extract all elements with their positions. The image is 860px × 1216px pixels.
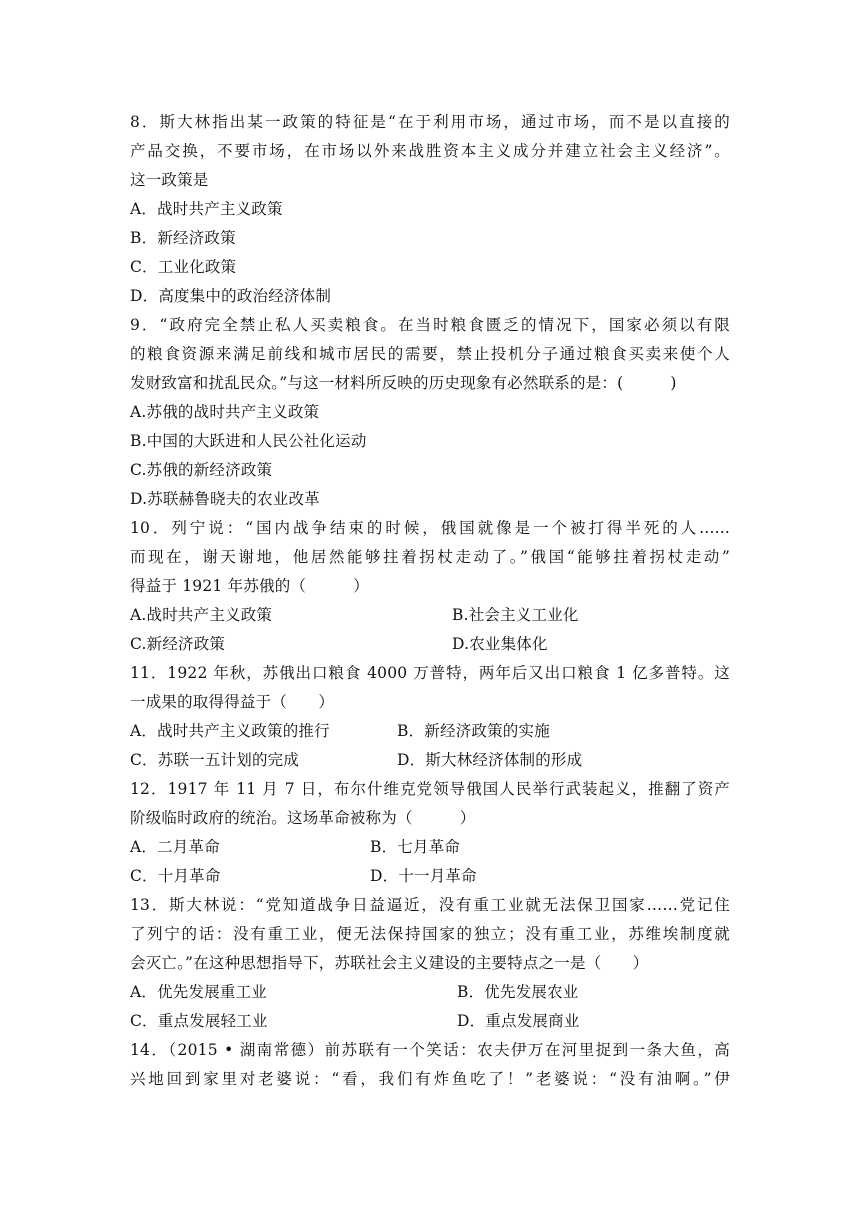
option-a: A．战时共产主义政策的推行 xyxy=(130,722,330,740)
option-row xyxy=(130,833,730,862)
question-stem-line: 发财致富和扰乱民众。”与这一材料所反映的历史现象有必然联系的是：( ) xyxy=(130,374,677,392)
option-b: B．新经济政策的实施 xyxy=(397,722,550,740)
question-stem-line: 得益于 1921 年苏俄的（ ） xyxy=(130,577,369,595)
option-row xyxy=(130,1007,730,1036)
option-row xyxy=(130,717,730,746)
option-d: D．斯大林经济体制的形成 xyxy=(397,751,583,769)
option-row xyxy=(130,601,730,630)
option-b: B．七月革命 xyxy=(370,838,461,856)
question-stem-line: 兴地回到家里对老婆说：“看，我们有炸鱼吃了！”老婆说：“没有油啊。”伊 xyxy=(130,1070,730,1088)
option-d: D．重点发展商业 xyxy=(457,1012,580,1030)
option-c: C．十月革命 xyxy=(130,867,221,885)
option-a: A.战时共产主义政策 xyxy=(130,606,273,624)
option-d: D.苏联赫鲁晓夫的农业改革 xyxy=(130,490,320,508)
option-a: A．战时共产主义政策 xyxy=(130,200,283,218)
option-b: B.中国的大跃进和人民公社化运动 xyxy=(130,432,367,450)
question-9 xyxy=(130,311,730,514)
question-stem-line: 11．1922 年秋，苏俄出口粮食 4000 万普特，两年后又出口粮食 1 亿多普特。这 xyxy=(130,664,730,682)
option-c: C．工业化政策 xyxy=(130,258,237,276)
option-a: A．二月革命 xyxy=(130,838,220,856)
option-a: A．优先发展重工业 xyxy=(130,983,267,1001)
option-row xyxy=(130,978,730,1007)
question-stem-line: 13．斯大林说：“党知道战争日益逼近，没有重工业就无法保卫国家……党记住 xyxy=(130,896,730,914)
option-c: C.苏俄的新经济政策 xyxy=(130,461,273,479)
option-row xyxy=(130,630,730,659)
option-c: C.新经济政策 xyxy=(130,635,226,653)
option-c: C．重点发展轻工业 xyxy=(130,1012,268,1030)
question-stem-line: 10．列宁说：“国内战争结束的时候，俄国就像是一个被打得半死的人...... xyxy=(130,519,730,537)
question-stem-line: 一成果的取得得益于（ ） xyxy=(130,693,335,711)
option-b: B.社会主义工业化 xyxy=(452,606,579,624)
question-14 xyxy=(130,1036,730,1094)
option-a: A.苏俄的战时共产主义政策 xyxy=(130,403,320,421)
option-row xyxy=(130,862,730,891)
question-stem-line: 8．斯大林指出某一政策的特征是“在于利用市场，通过市场，而不是以直接的 xyxy=(130,113,730,131)
question-stem-line: 阶级临时政府的统治。这场革命被称为（ ） xyxy=(130,809,476,827)
document-page xyxy=(130,108,730,1094)
question-stem-line: 14．（2015 • 湖南常德）前苏联有一个笑话：农夫伊万在河里捉到一条大鱼，高 xyxy=(130,1041,730,1059)
question-stem-line: 9．“政府完全禁止私人买卖粮食。在当时粮食匮乏的情况下，国家必须以有限 xyxy=(130,316,730,334)
question-10 xyxy=(130,514,730,659)
question-8 xyxy=(130,108,730,311)
question-13 xyxy=(130,891,730,1036)
option-c: C．苏联一五计划的完成 xyxy=(130,751,300,769)
option-row xyxy=(130,746,730,775)
question-11 xyxy=(130,659,730,775)
question-stem-line: 而现在，谢天谢地，他居然能够拄着拐杖走动了。”俄国“能够拄着拐杖走动” xyxy=(130,548,730,566)
option-d: D.农业集体化 xyxy=(452,635,548,653)
question-stem-line: 的粮食资源来满足前线和城市居民的需要，禁止投机分子通过粮食买卖来使个人 xyxy=(130,345,730,363)
option-b: B．新经济政策 xyxy=(130,229,236,247)
question-stem-line: 这一政策是 xyxy=(130,171,209,189)
question-12 xyxy=(130,775,730,891)
option-d: D．高度集中的政治经济体制 xyxy=(130,287,332,305)
question-stem-line: 了列宁的话：没有重工业，便无法保持国家的独立；没有重工业，苏维埃制度就 xyxy=(130,925,730,943)
question-stem-line: 会灭亡。”在这种思想指导下，苏联社会主义建设的主要特点之一是（ ） xyxy=(130,954,649,972)
option-b: B．优先发展农业 xyxy=(457,983,579,1001)
question-stem-line: 产品交换，不要市场，在市场以外来战胜资本主义成分并建立社会主义经济”。 xyxy=(130,142,730,160)
question-stem-line: 12．1917 年 11 月 7 日，布尔什维克党领导俄国人民举行武装起义，推翻了资产 xyxy=(130,780,730,798)
option-d: D．十一月革命 xyxy=(370,867,477,885)
